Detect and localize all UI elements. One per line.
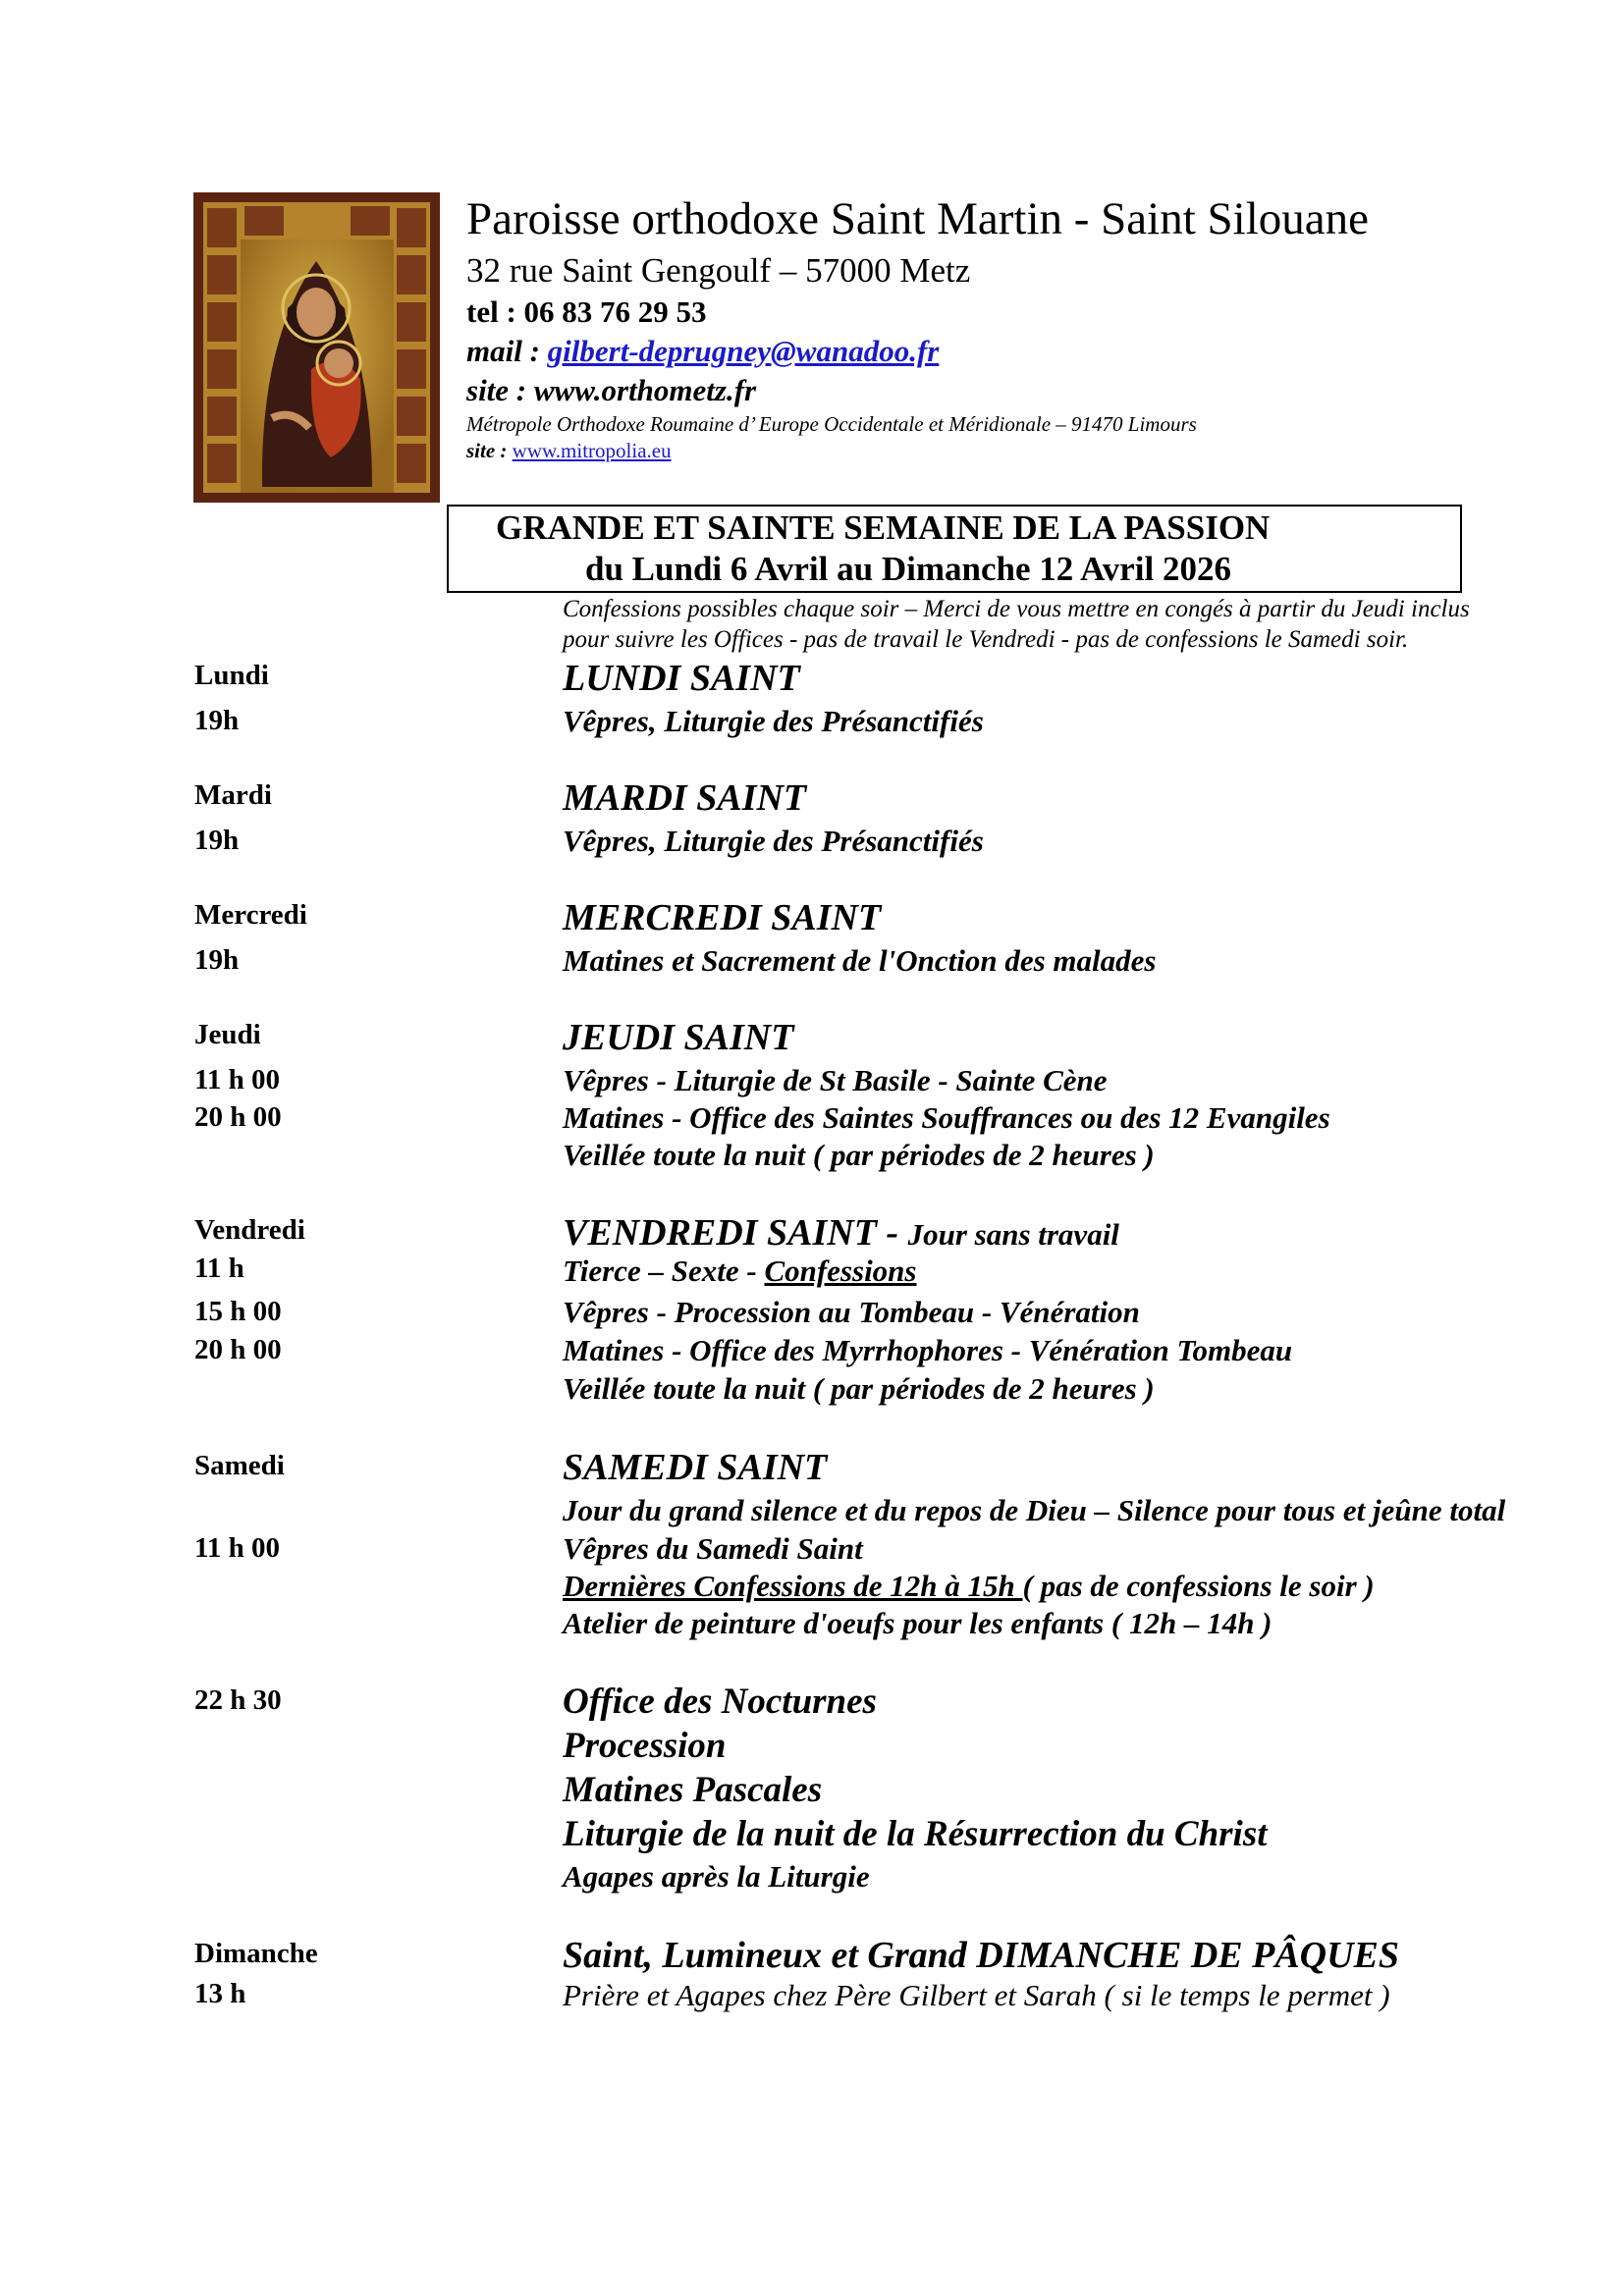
icon-image [193, 192, 440, 503]
heading-mardi-saint: MARDI SAINT [563, 777, 807, 819]
notice-line-1: Confessions possibles chaque soir – Merci de vous mettre en congés à partir du Jeudi inclus [563, 596, 1470, 622]
office-jeudi-3: Veillée toute la nuit ( par périodes de 2 heures ) [563, 1138, 1155, 1172]
office-samedi-1: Jour du grand silence et du repos de Dieu – Silence pour tous et jeûne total [563, 1493, 1506, 1527]
day-mardi: Mardi [194, 779, 272, 811]
metropole-site-link[interactable]: www.mitropolia.eu [512, 439, 672, 462]
office-samedi-3-rest: ( pas de confessions le soir ) [1022, 1569, 1375, 1603]
nuit-line-3: Matines Pascales [563, 1770, 823, 1810]
day-samedi: Samedi [194, 1450, 285, 1481]
day-jeudi: Jeudi [194, 1019, 261, 1050]
nuit-line-4: Liturgie de la nuit de la Résurrection du Christ [563, 1814, 1268, 1854]
virgin-and-child-icon [193, 192, 440, 503]
notice-line-2: pour suivre les Offices - pas de travail le Vendredi - pas de confessions le Samedi soir. [563, 626, 1409, 653]
office-mercredi: Matines et Sacrement de l'Onction des malades [563, 943, 1157, 978]
heading-jeudi-saint: JEUDI SAINT [563, 1017, 794, 1058]
time-nuit: 22 h 30 [194, 1684, 282, 1716]
nuit-agapes: Agapes après la Liturgie [563, 1859, 870, 1894]
day-lundi: Lundi [194, 660, 269, 691]
office-lundi: Vêpres, Liturgie des Présanctifiés [563, 704, 984, 738]
metropole-info: Métropole Orthodoxe Roumaine d’ Europe Occidentale et Méridionale – 91470 Limours [466, 412, 1197, 436]
parish-mail [466, 334, 939, 369]
vendredi-heading-text: VENDREDI SAINT - [563, 1212, 908, 1254]
time-vendredi-2: 15 h 00 [194, 1296, 282, 1327]
time-samedi: 11 h 00 [194, 1532, 281, 1564]
time-lundi: 19h [194, 705, 240, 736]
office-samedi-3 [563, 1569, 1375, 1604]
time-jeudi-1: 11 h 00 [194, 1064, 281, 1095]
day-dimanche: Dimanche [194, 1938, 318, 1969]
heading-lundi-saint: LUNDI SAINT [563, 658, 800, 699]
office-dimanche: Prière et Agapes chez Père Gilbert et Sarah ( si le temps le permet ) [563, 1978, 1390, 2012]
mail-label: mail : [466, 334, 548, 368]
office-vendredi-1 [563, 1254, 916, 1289]
schedule-title: GRANDE ET SAINTE SEMAINE DE LA PASSION [496, 508, 1271, 547]
schedule-dates: du Lundi 6 Avril au Dimanche 12 Avril 2026 [585, 550, 1231, 588]
heading-samedi-saint: SAMEDI SAINT [563, 1447, 828, 1488]
heading-vendredi-saint [563, 1211, 1119, 1255]
parish-site: site : www.orthometz.fr [466, 373, 757, 407]
office-vendredi-1-text: Tierce – Sexte - [563, 1254, 765, 1288]
office-vendredi-2: Vêpres - Procession au Tombeau - Vénération [563, 1295, 1140, 1329]
heading-dimanche-paques: Saint, Lumineux et Grand DIMANCHE DE PÂQUES [563, 1935, 1400, 1976]
nuit-line-1: Office des Nocturnes [563, 1682, 877, 1722]
time-vendredi-3: 20 h 00 [194, 1334, 282, 1365]
time-jeudi-2: 20 h 00 [194, 1101, 282, 1133]
office-mardi: Vêpres, Liturgie des Présanctifiés [563, 824, 984, 858]
dernieres-confessions-underlined: Dernières Confessions de 12h à 15h [563, 1569, 1023, 1603]
parish-phone: tel : 06 83 76 29 53 [466, 294, 707, 329]
heading-mercredi-saint: MERCREDI SAINT [563, 897, 882, 938]
mail-link[interactable]: gilbert-deprugney@wanadoo.fr [547, 334, 940, 368]
office-samedi-2: Vêpres du Samedi Saint [563, 1531, 863, 1566]
metropole-site [466, 439, 672, 463]
office-vendredi-3: Matines - Office des Myrrhophores - Vénération Tombeau [563, 1333, 1293, 1367]
time-dimanche: 13 h [194, 1978, 246, 2009]
confessions-underlined: Confessions [764, 1254, 917, 1288]
time-mercredi: 19h [194, 944, 240, 976]
office-jeudi-2: Matines - Office des Saintes Souffrances ou des 12 Evangiles [563, 1100, 1330, 1135]
day-mercredi: Mercredi [194, 899, 307, 931]
time-mardi: 19h [194, 825, 240, 856]
day-vendredi: Vendredi [194, 1214, 305, 1246]
office-jeudi-1: Vêpres - Liturgie de St Basile - Sainte Cène [563, 1063, 1108, 1097]
metropole-site-label: site : [466, 439, 513, 462]
vendredi-heading-note: Jour sans travail [907, 1217, 1119, 1252]
time-vendredi-1: 11 h [194, 1253, 244, 1284]
office-samedi-4: Atelier de peinture d'oeufs pour les enfants ( 12h – 14h ) [563, 1606, 1272, 1640]
nuit-line-2: Procession [563, 1726, 727, 1766]
parish-name: Paroisse orthodoxe Saint Martin - Saint Silouane [466, 193, 1370, 244]
office-vendredi-4: Veillée toute la nuit ( par périodes de 2 heures ) [563, 1371, 1155, 1406]
parish-address: 32 rue Saint Gengoulf – 57000 Metz [466, 251, 971, 290]
